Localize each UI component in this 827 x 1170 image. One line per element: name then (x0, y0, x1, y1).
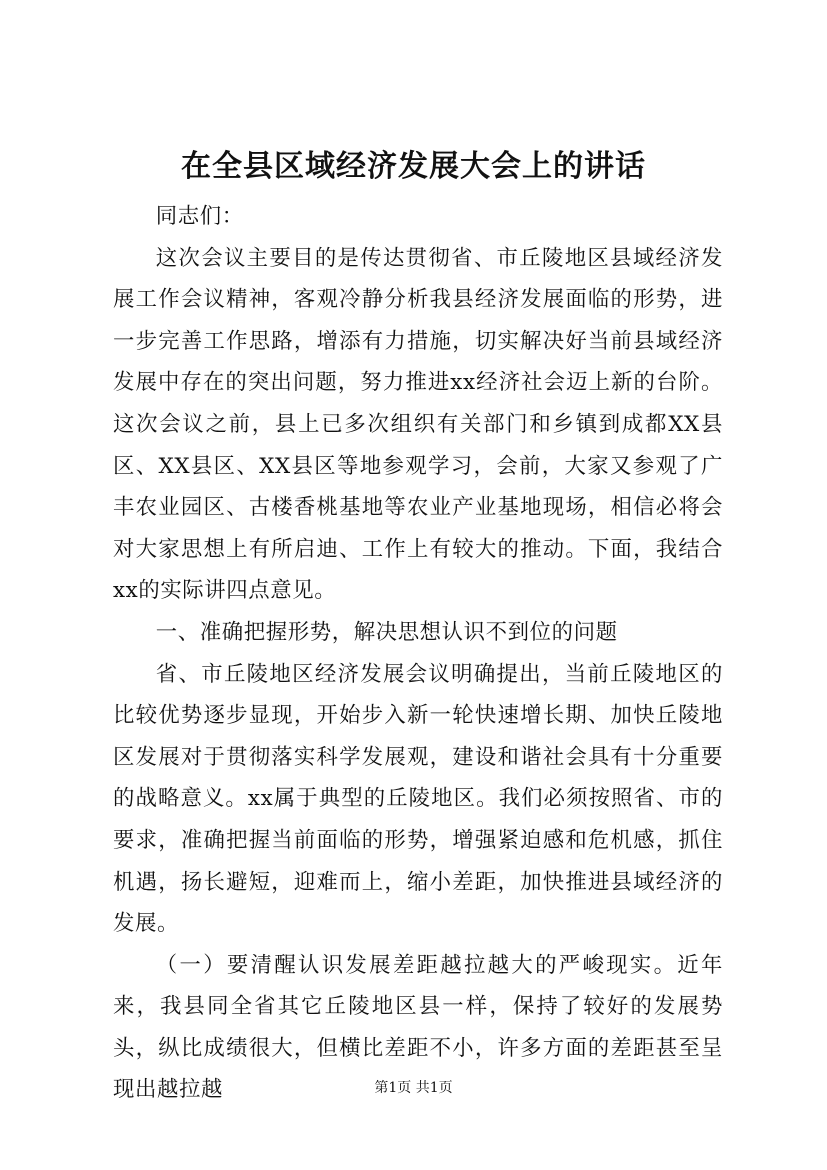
paragraph: 这次会议主要目的是传达贯彻省、市丘陵地区县域经济发展工作会议精神，客观冷静分析我县经济发展面临的形势，进一步完善工作思路，增添有力措施，切实解决好当前县域经济发展中存在的突出问题，努力推进xx经济社会迈上新的台阶。这次会议之前，县上已多次组织有关部门和乡镇到成都XX县区、XX县区、XX县区等地参观学习，会前，大家又参观了广丰农业园区、古楼香桃基地等农业产业基地现场，相信必将会对大家思想上有所启迪、工作上有较大的推动。下面，我结合xx的实际讲四点意见。 (113, 245, 723, 604)
document-title: 在全县区域经济发展大会上的讲话 (181, 149, 646, 184)
paragraph: 省、市丘陵地区经济发展会议明确提出，当前丘陵地区的比较优势逐步显现，开始步入新一轮快速增长期、加快丘陵地区发展对于贯彻落实科学发展观，建设和谐社会具有十分重要的战略意义。xx属于典型的丘陵地区。我们必须按照省、市的要求，准确把握当前面临的形势，增强紧迫感和危机感，抓住机遇，扬长避短，迎难而上，缩小差距，加快推进县域经济的发展。 (113, 661, 723, 937)
section-heading: 一、准确把握形势，解决思想认识不到位的问题 (155, 619, 618, 645)
page-footer: 第1页 共1页 (374, 1080, 453, 1096)
salutation: 同志们： (155, 204, 244, 229)
document-body (113, 196, 723, 1111)
paragraph: （一）要清醒认识发展差距越拉越大的严峻现实。近年来，我县同全省其它丘陵地区县一样，保持了较好的发展势头，纵比成绩很大，但横比差距不小，许多方面的差距甚至呈现出越拉越 (113, 952, 723, 1103)
